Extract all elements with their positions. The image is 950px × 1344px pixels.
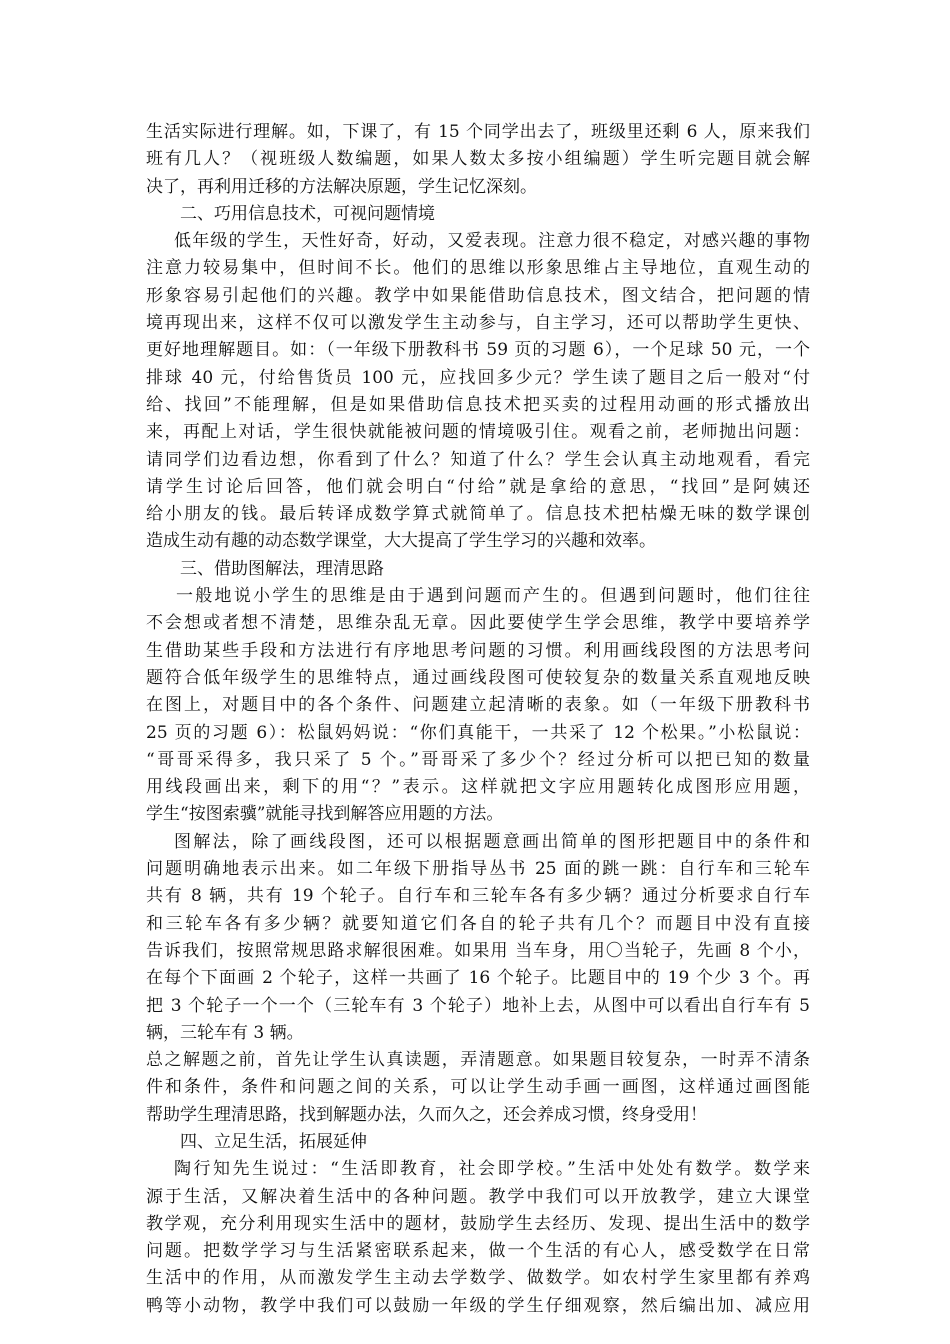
section-heading: 三、借助图解法，理清思路 xyxy=(180,558,384,579)
paragraph-line: 造成生动有趣的动态数学课堂，大大提高了学生学习的兴趣和效率。 xyxy=(146,531,656,552)
paragraph-line: 总之解题之前，首先让学生认真读题，弄清题意。如果题目较复杂，一时弄不清条 xyxy=(146,1050,810,1071)
paragraph-line: 形象容易引起他们的兴趣。教学中如果能借助信息技术，图文结合，把问题的情 xyxy=(146,285,810,306)
paragraph-line: 生借助某些手段和方法进行有序地思考问题的习惯。利用画线段图的方法思考问 xyxy=(146,640,810,661)
paragraph-line: 鸭等小动物，教学中我们可以鼓励一年级的学生仔细观察，然后编出加、减应用 xyxy=(146,1295,810,1316)
paragraph-line: 来，再配上对话，学生很快就能被问题的情境吸引住。观看之前，老师抛出问题： xyxy=(146,422,810,443)
paragraph-line: 件和条件，条件和问题之间的关系，可以让学生动手画一画图，这样通过画图能 xyxy=(146,1077,810,1098)
paragraph-line: 用线段画出来，剩下的用“？”表示。这样就把文字应用题转化成图形应用题， xyxy=(146,777,810,798)
paragraph-line: 请同学们边看边想，你看到了什么？知道了什么？学生会认真主动地观看，看完 xyxy=(146,449,810,470)
section-heading: 四、立足生活，拓展延伸 xyxy=(180,1131,367,1152)
paragraph-line: 问题明确地表示出来。如二年级下册指导丛书 25 面的跳一跳：自行车和三轮车 xyxy=(146,859,810,880)
paragraph-line: 低年级的学生，天性好奇，好动，又爱表现。注意力很不稳定，对感兴趣的事物 xyxy=(174,231,810,252)
paragraph-line: 学生“按图索骥”就能寻找到解答应用题的方法。 xyxy=(146,804,504,825)
paragraph-line: 班有几人？（视班级人数编题，如果人数太多按小组编题）学生听完题目就会解 xyxy=(146,149,810,170)
paragraph-line: 给小朋友的钱。最后转译成数学算式就简单了。信息技术把枯燥无味的数学课创 xyxy=(146,504,810,525)
paragraph-line: 在图上，对题目中的各个条件、问题建立起清晰的表象。如（一年级下册教科书 xyxy=(146,695,810,716)
paragraph-line: 生活实际进行理解。如，下课了，有 15 个同学出去了，班级里还剩 6 人，原来我们 xyxy=(146,122,810,142)
section-heading: 二、巧用信息技术，可视问题情境 xyxy=(180,203,435,224)
paragraph-line: 把 3 个轮子一个一个（三轮车有 3 个轮子）地补上去，从图中可以看出自行车有 5 xyxy=(146,995,810,1016)
paragraph-line: “哥哥采得多，我只采了 5 个。”哥哥采了多少个？经过分析可以把已知的数量 xyxy=(146,749,810,770)
paragraph-line: 决了，再利用迁移的方法解决原题，学生记忆深刻。 xyxy=(146,176,537,197)
paragraph-line: 陶行知先生说过：“生活即教育，社会即学校。”生活中处处有数学。数学来 xyxy=(174,1159,810,1180)
paragraph-line: 境再现出来，这样不仅可以激发学生主动参与，自主学习，还可以帮助学生更快、 xyxy=(146,313,810,334)
paragraph-line: 25 页的习题 6）：松鼠妈妈说：“你们真能干，一共采了 12 个松果。”小松鼠说： xyxy=(146,722,810,743)
paragraph-line: 共有 8 辆，共有 19 个轮子。自行车和三轮车各有多少辆？通过分析要求自行车 xyxy=(146,886,810,907)
paragraph-line: 和三轮车各有多少辆？就要知道它们各自的轮子共有几个？而题目中没有直接 xyxy=(146,913,810,934)
paragraph-line: 图解法，除了画线段图，还可以根据题意画出简单的图形把题目中的条件和 xyxy=(174,831,810,852)
paragraph-line: 不会想或者想不清楚，思维杂乱无章。因此要使学生学会思维，教学中要培养学 xyxy=(146,613,810,634)
paragraph-line: 告诉我们，按照常规思路求解很困难。如果用 当车身，用〇当轮子，先画 8 个小， xyxy=(146,940,810,961)
paragraph-line: 题符合低年级学生的思维特点，通过画线段图可使较复杂的数量关系直观地反映 xyxy=(146,667,810,688)
paragraph-line: 一般地说小学生的思维是由于遇到问题而产生的。但遇到问题时，他们往往 xyxy=(176,586,810,607)
paragraph-line: 问题。把数学学习与生活紧密联系起来，做一个生活的有心人，感受数学在日常 xyxy=(146,1241,810,1262)
paragraph-line: 请学生讨论后回答，他们就会明白“付给”就是拿给的意思，“找回”是阿姨还 xyxy=(146,476,810,497)
paragraph-line: 注意力较易集中，但时间不长。他们的思维以形象思维占主导地位，直观生动的 xyxy=(146,258,810,279)
paragraph-line: 教学观，充分利用现实生活中的题材，鼓励学生去经历、发现、提出生活中的数学 xyxy=(146,1213,810,1234)
article-body xyxy=(146,119,810,1320)
paragraph-line: 更好地理解题目。如：（一年级下册教科书 59 页的习题 6），一个足球 50 元，一个 xyxy=(146,340,810,361)
paragraph-line: 排球 40 元，付给售货员 100 元，应找回多少元？学生读了题目之后一般对“付 xyxy=(146,367,810,388)
paragraph-line: 源于生活，又解决着生活中的各种问题。教学中我们可以开放教学，建立大课堂 xyxy=(146,1186,810,1207)
paragraph-line: 在每个下面画 2 个轮子，这样一共画了 16 个轮子。比题目中的 19 个少 3 个。再 xyxy=(146,968,810,989)
paragraph-line: 生活中的作用，从而激发学生主动去学数学、做数学。如农村学生家里都有养鸡 xyxy=(146,1268,810,1289)
paragraph-line: 帮助学生理清思路，找到解题办法，久而久之，还会养成习惯，终身受用！ xyxy=(146,1104,707,1125)
paragraph-line: 辆，三轮车有 3 辆。 xyxy=(146,1022,304,1043)
paragraph-line: 给、找回”不能理解，但是如果借助信息技术把买卖的过程用动画的形式播放出 xyxy=(146,394,810,415)
